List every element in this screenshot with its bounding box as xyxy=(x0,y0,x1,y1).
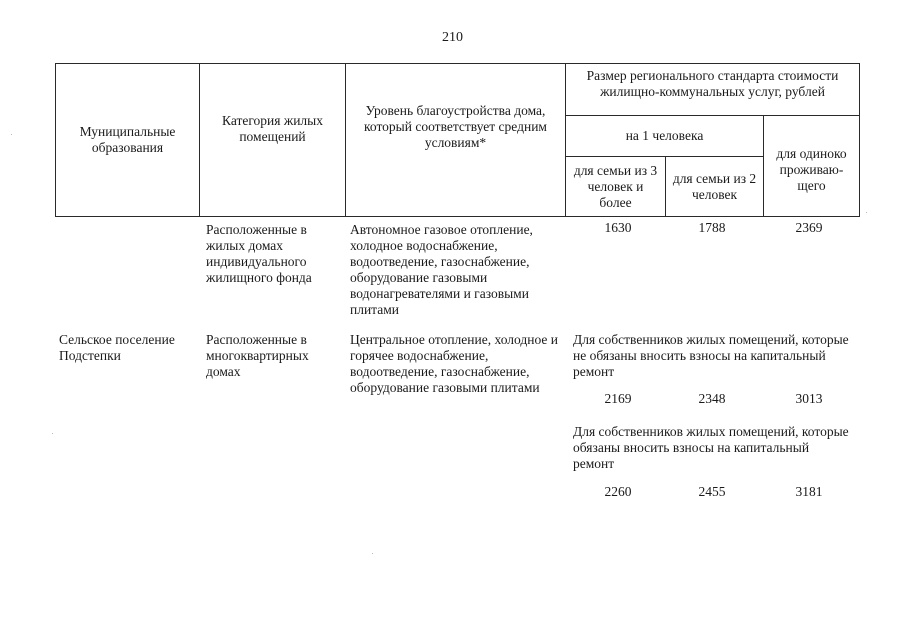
row2-group2-value-family2: 2455 xyxy=(698,484,726,499)
row2-group1-value-family3: 2169 xyxy=(604,391,632,406)
scan-speck xyxy=(11,134,12,135)
row1-category: Расположенные в жилых домах индивидуального жилищного фонда xyxy=(206,222,312,285)
row2-group2-value-single: 3181 xyxy=(795,484,823,499)
row2-group1-value-single: 3013 xyxy=(795,391,823,406)
header-municipality: Муниципальные образования xyxy=(56,64,200,217)
scan-speck xyxy=(372,553,373,554)
row1-value-family3: 1630 xyxy=(604,220,632,235)
row1-value-single: 2369 xyxy=(795,220,823,235)
scan-speck xyxy=(866,212,867,213)
row1-value-family2: 1788 xyxy=(698,220,726,235)
row2-group2-value-family3: 2260 xyxy=(604,484,632,499)
header-single: для одиноко проживаю-щего xyxy=(764,116,860,217)
header-table xyxy=(55,63,860,217)
row2-group1-label: Для собственников жилых помещений, которые не обязаны вносить взносы на капитальный ремонт xyxy=(573,332,849,379)
page-number: 210 xyxy=(442,30,463,45)
header-family3: для семьи из 3 человек и более xyxy=(566,157,666,217)
header-family2: для семьи из 2 человек xyxy=(666,157,764,217)
header-category: Категория жилых помещений xyxy=(200,64,346,217)
row2-group2-label: Для собственников жилых помещений, которые обязаны вносить взносы на капитальный ремонт xyxy=(573,424,849,471)
row2-category: Расположенные в многоквартирных домах xyxy=(206,332,309,379)
header-per-person: на 1 человека xyxy=(566,116,764,157)
row2-municipality: Сельское поселение Подстепки xyxy=(59,332,175,363)
row1-level: Автономное газовое отопление, холодное водоснабжение, водоотведение, газоснабжение, оборудование газовыми водонагревателями и газовыми плитами xyxy=(350,222,533,317)
header-standard-size: Размер регионального стандарта стоимости жилищно-коммунальных услуг, рублей xyxy=(566,64,860,116)
row2-level: Центральное отопление, холодное и горячее водоснабжение, водоотведение, газоснабжение, оборудование газовыми плитами xyxy=(350,332,558,395)
row2-group1-value-family2: 2348 xyxy=(698,391,726,406)
header-level: Уровень благоустройства дома, который соответствует средним условиям* xyxy=(346,64,566,217)
scan-speck xyxy=(52,433,53,434)
